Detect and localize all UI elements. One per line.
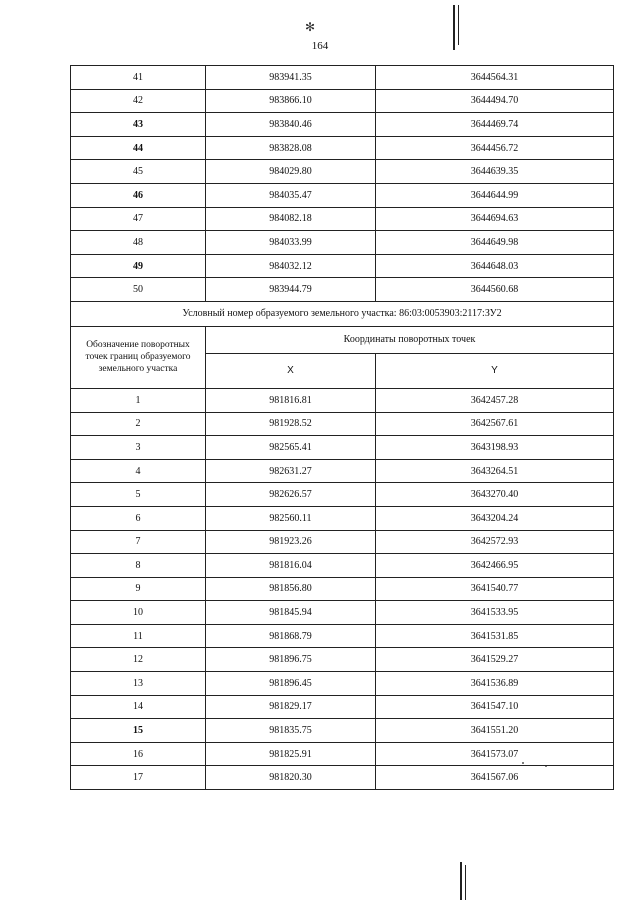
y-coordinate-cell: 3644649.98 — [376, 231, 614, 255]
x-coordinate-cell: 983866.10 — [206, 89, 376, 113]
table-row — [71, 577, 614, 601]
point-number-cell: 46 — [71, 183, 206, 207]
point-number-cell: 42 — [71, 89, 206, 113]
point-number-cell: 41 — [71, 66, 206, 90]
header-row-1 — [71, 326, 614, 353]
table-row — [71, 89, 614, 113]
point-number-cell: 43 — [71, 113, 206, 137]
point-number-cell: 50 — [71, 278, 206, 302]
x-coordinate-cell: 981816.81 — [206, 388, 376, 412]
table-row — [71, 624, 614, 648]
x-coordinate-cell: 982631.27 — [206, 459, 376, 483]
x-coordinate-cell: 981835.75 — [206, 719, 376, 743]
point-number-cell: 14 — [71, 695, 206, 719]
point-number-cell: 10 — [71, 601, 206, 625]
table2-header — [71, 301, 614, 388]
y-coordinate-cell: 3642567.61 — [376, 412, 614, 436]
point-number-cell: 1 — [71, 388, 206, 412]
x-coordinate-cell: 982626.57 — [206, 483, 376, 507]
x-coordinate-cell: 984029.80 — [206, 160, 376, 184]
x-coordinate-cell: 982565.41 — [206, 436, 376, 460]
table-row — [71, 648, 614, 672]
table-row — [71, 695, 614, 719]
x-coordinate-cell: 983941.35 — [206, 66, 376, 90]
x-coordinate-cell: 981816.04 — [206, 554, 376, 578]
point-number-cell: 8 — [71, 554, 206, 578]
table-row — [71, 113, 614, 137]
y-coordinate-cell: 3644639.35 — [376, 160, 614, 184]
table-row — [71, 160, 614, 184]
point-number-cell: 3 — [71, 436, 206, 460]
y-coordinate-cell: 3644469.74 — [376, 113, 614, 137]
y-coordinate-cell: 3641540.77 — [376, 577, 614, 601]
y-coordinate-cell: 3641567.06 — [376, 766, 614, 790]
table2-body — [71, 388, 614, 789]
point-number-cell: 2 — [71, 412, 206, 436]
y-coordinate-cell: 3642466.95 — [376, 554, 614, 578]
table-row — [71, 672, 614, 696]
y-coordinate-cell: 3641547.10 — [376, 695, 614, 719]
point-number-cell: 11 — [71, 624, 206, 648]
point-designation-header: Обозначение поворотных точек границ образуемого земельного участка — [71, 326, 206, 388]
scan-binding-line-top-2 — [458, 5, 459, 45]
x-coordinate-cell: 983840.46 — [206, 113, 376, 137]
x-coordinate-cell: 981868.79 — [206, 624, 376, 648]
table-row — [71, 136, 614, 160]
y-coordinate-cell: 3641529.27 — [376, 648, 614, 672]
y-coordinate-cell: 3641533.95 — [376, 601, 614, 625]
y-coordinate-cell: 3641551.20 — [376, 719, 614, 743]
x-coordinate-cell: 981856.80 — [206, 577, 376, 601]
point-number-cell: 13 — [71, 672, 206, 696]
y-coordinate-cell: 3642457.28 — [376, 388, 614, 412]
coordinates-table — [70, 65, 614, 790]
x-coordinate-cell: 984035.47 — [206, 183, 376, 207]
y-coordinate-cell: 3642572.93 — [376, 530, 614, 554]
y-coordinate-cell: 3643204.24 — [376, 506, 614, 530]
table-row — [71, 207, 614, 231]
x-coordinate-cell: 981820.30 — [206, 766, 376, 790]
scan-binding-line-bottom-2 — [465, 865, 466, 900]
y-coordinate-cell: 3641573.07 — [376, 742, 614, 766]
point-number-cell: 16 — [71, 742, 206, 766]
y-coordinate-cell: 3644494.70 — [376, 89, 614, 113]
x-coordinate-cell: 981845.94 — [206, 601, 376, 625]
table-row — [71, 742, 614, 766]
point-number-cell: 15 — [71, 719, 206, 743]
y-coordinate-cell: 3644456.72 — [376, 136, 614, 160]
y-header: Y — [376, 353, 614, 388]
section-title: Условный номер образуемого земельного участка: 86:03:0053903:2117:ЗУ2 — [71, 301, 614, 326]
section-title-row — [71, 301, 614, 326]
x-coordinate-cell: 981825.91 — [206, 742, 376, 766]
y-coordinate-cell: 3641531.85 — [376, 624, 614, 648]
table-row — [71, 459, 614, 483]
table-row — [71, 183, 614, 207]
table-row — [71, 719, 614, 743]
table-row — [71, 554, 614, 578]
coordinates-header: Координаты поворотных точек — [206, 326, 614, 353]
y-coordinate-cell: 3643270.40 — [376, 483, 614, 507]
table-row — [71, 412, 614, 436]
scan-binding-line-bottom — [460, 862, 462, 900]
point-number-cell: 49 — [71, 254, 206, 278]
x-coordinate-cell: 981896.45 — [206, 672, 376, 696]
point-number-cell: 9 — [71, 577, 206, 601]
point-number-cell: 48 — [71, 231, 206, 255]
x-coordinate-cell: 983944.79 — [206, 278, 376, 302]
table-row — [71, 530, 614, 554]
y-coordinate-cell: 3643264.51 — [376, 459, 614, 483]
table1-body — [71, 66, 614, 302]
table-row — [71, 278, 614, 302]
y-coordinate-cell: 3641536.89 — [376, 672, 614, 696]
point-number-cell: 45 — [71, 160, 206, 184]
table-row — [71, 388, 614, 412]
y-coordinate-cell: 3644564.31 — [376, 66, 614, 90]
point-number-cell: 7 — [71, 530, 206, 554]
x-header: X — [206, 353, 376, 388]
page-number: 164 — [311, 40, 329, 52]
scan-artifact-mark: ✻ — [305, 20, 316, 34]
point-number-cell: 17 — [71, 766, 206, 790]
table-row — [71, 231, 614, 255]
point-number-cell: 12 — [71, 648, 206, 672]
y-coordinate-cell: 3644560.68 — [376, 278, 614, 302]
x-coordinate-cell: 981829.17 — [206, 695, 376, 719]
y-coordinate-cell: 3643198.93 — [376, 436, 614, 460]
y-coordinate-cell: 3644694.63 — [376, 207, 614, 231]
x-coordinate-cell: 984032.12 — [206, 254, 376, 278]
x-coordinate-cell: 984082.18 — [206, 207, 376, 231]
point-number-cell: 6 — [71, 506, 206, 530]
table-row — [71, 66, 614, 90]
table-row — [71, 483, 614, 507]
x-coordinate-cell: 981928.52 — [206, 412, 376, 436]
y-coordinate-cell: 3644644.99 — [376, 183, 614, 207]
table-row — [71, 436, 614, 460]
x-coordinate-cell: 982560.11 — [206, 506, 376, 530]
x-coordinate-cell: 981896.75 — [206, 648, 376, 672]
point-number-cell: 4 — [71, 459, 206, 483]
table-row — [71, 254, 614, 278]
y-coordinate-cell: 3644648.03 — [376, 254, 614, 278]
x-coordinate-cell: 983828.08 — [206, 136, 376, 160]
x-coordinate-cell: 984033.99 — [206, 231, 376, 255]
table-row — [71, 601, 614, 625]
x-coordinate-cell: 981923.26 — [206, 530, 376, 554]
table-row — [71, 506, 614, 530]
point-number-cell: 47 — [71, 207, 206, 231]
table-row — [71, 766, 614, 790]
point-number-cell: 44 — [71, 136, 206, 160]
point-number-cell: 5 — [71, 483, 206, 507]
